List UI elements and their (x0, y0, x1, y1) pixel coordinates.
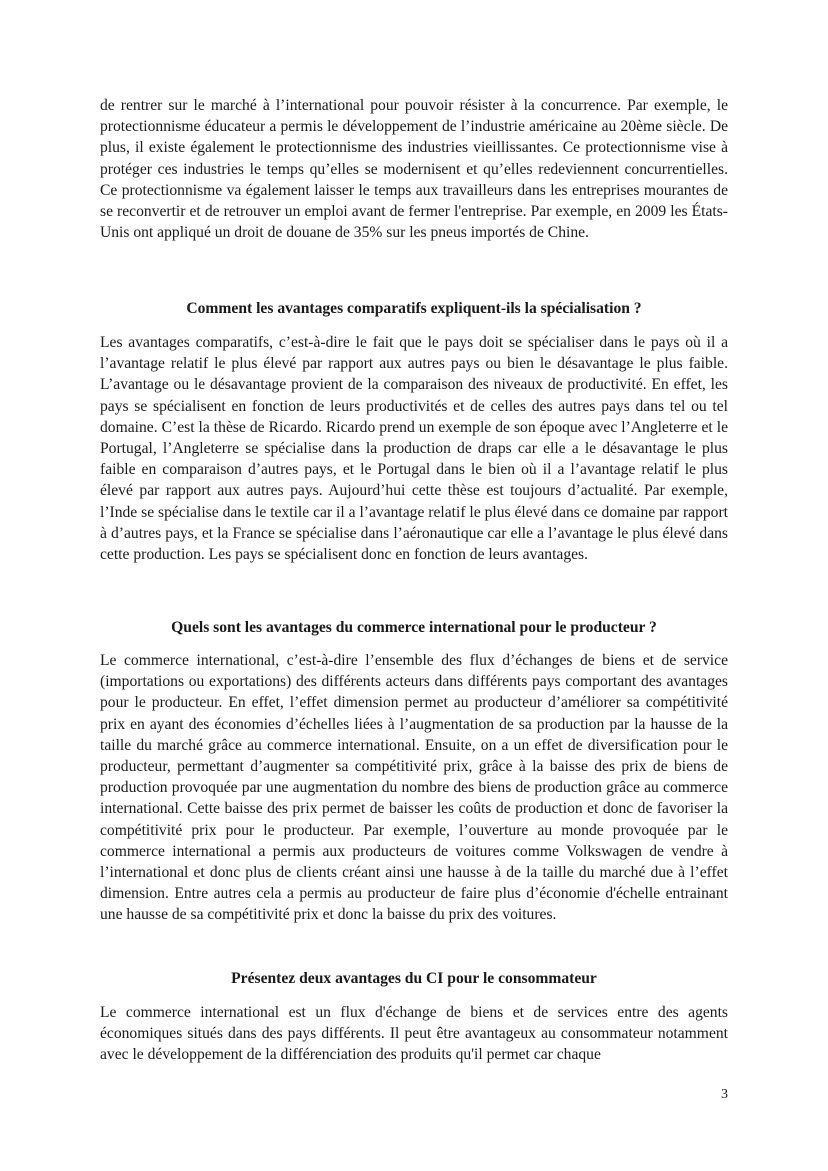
page-number: 3 (721, 1087, 728, 1102)
heading-avantages-consommateur: Présentez deux avantages du CI pour le consommateur (231, 970, 597, 987)
paragraph-protectionnisme: de rentrer sur le marché à l’international pour pouvoir résister à la concurrence. Par exemple, le protectionnisme éducateur a permis le développement de l’industrie américaine au 20ème siècle. De plus, il existe également le protectionnisme des industries vieillissantes. Ce protectionnisme vise à protéger ces industries le temps qu’elles se modernisent et qu’elles redeviennent concurrentielles. Ce protectionnisme va également laisser le temps aux travailleurs dans les entreprises mourantes de se reconvertir et de retrouver un emploi avant de fermer l'entreprise. Par exemple, en 2009 les États-Unis ont appliqué un droit de douane de 35% sur les pneus importés de Chine. (100, 97, 728, 242)
heading-avantages-producteur: Quels sont les avantages du commerce international pour le producteur ? (171, 619, 657, 636)
heading-avantages-comparatifs: Comment les avantages comparatifs expliquent-ils la spécialisation ? (186, 300, 642, 317)
paragraph-avantages-consommateur: Le commerce international est un flux d'échange de biens et de services entre des agents économiques situés dans des pays différents. Il peut être avantageux au consommateur notamment avec le développement de la différenciation des produits qu'il permet car chaque (100, 1004, 728, 1064)
paragraph-avantages-comparatifs: Les avantages comparatifs, c’est-à-dire le fait que le pays doit se spécialiser dans le pays où il a l’avantage relatif le plus élevé par rapport aux autres pays ou bien le désavantage le plus faible. L’avantage ou le désavantage provient de la comparaison des niveaux de productivité. En effet, les pays se spécialisent en fonction de leurs productivités et de celles des autres pays dans tel ou tel domaine. C’est la thèse de Ricardo. Ricardo prend un exemple de son époque avec l’Angleterre et le Portugal, l’Angleterre se spécialise dans la production de draps car elle a le désavantage le plus faible en comparaison d’autres pays, et le Portugal dans le bien où il a l’avantage relatif le plus élevé par rapport aux autres pays. Aujourd’hui cette thèse est toujours d’actualité. Par exemple, l’Inde se spécialise dans le textile car il a l’avantage relatif le plus élevé dans ce domaine par rapport à d’autres pays, et la France se spécialise dans l’aéronautique car elle a l’avantage le plus élevé dans cette production. Les pays se spécialisent donc en fonction de leurs avantages. (100, 334, 728, 564)
paragraph-avantages-producteur: Le commerce international, c’est-à-dire l’ensemble des flux d’échanges de biens et de service (importations ou exportations) des différents acteurs dans différents pays comportant des avantages pour le producteur. En effet, l’effet dimension permet au producteur d’améliorer sa compétitivité prix en ayant des économies d’échelles liées à l’augmentation de sa production par la hausse de la taille du marché grâce au commerce international. Ensuite, on a un effet de diversification pour le producteur, permettant d’augmenter sa compétitivité prix, grâce à la baisse des prix de biens de production provoquée par une augmentation du nombre des biens de production grâce au commerce international. Cette baisse des prix permet de baisser les coûts de production et donc de favoriser la compétitivité prix pour le producteur. Par exemple, l’ouverture au monde provoquée par le commerce international a permis aux producteurs de voitures comme Volkswagen de vendre à l’international et donc plus de clients créant ainsi une hausse à de la taille du marché due à l’effet dimension. Entre autres cela a permis au producteur de faire plus d’économie d'échelle entrainant une hausse de sa compétitivité prix et donc la baisse du prix des voitures. (100, 652, 728, 924)
